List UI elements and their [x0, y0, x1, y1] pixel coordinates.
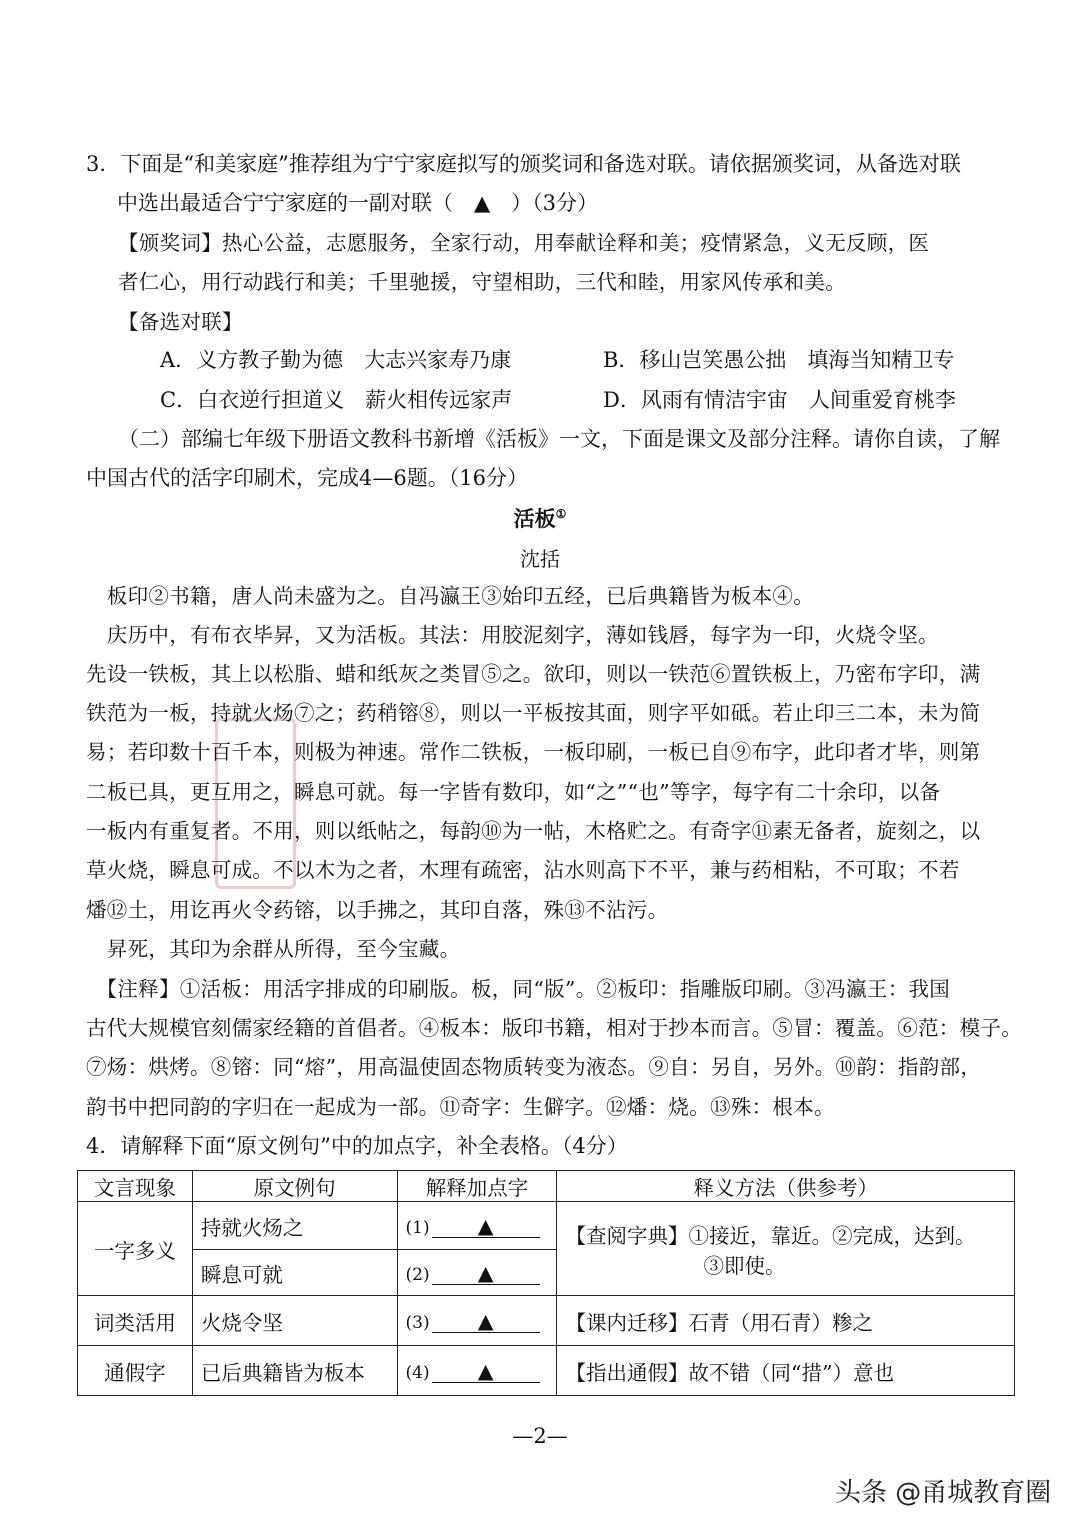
example-text: 持就火炀之	[200, 1215, 304, 1240]
answer-blank[interactable]: ▲	[432, 1310, 540, 1333]
blank-number: (4)	[405, 1362, 430, 1383]
cell-example	[192, 1202, 397, 1250]
example-text: 瞬息可就	[200, 1262, 283, 1287]
cell-method: 【课内迁移】石青（用石青）糁之	[557, 1296, 1015, 1346]
cell-method: 【指出通假】故不错（同“措”）意也	[557, 1346, 1015, 1396]
option-d: D．风雨有情洁宇宙 人间重爱育桃李	[603, 388, 956, 412]
passage-line: 庆历中，有布衣毕昇，又为活板。其法：用胶泥刻字，薄如钱唇，每字为一印，火烧令坚。	[86, 623, 939, 647]
header-phenomenon: 文言现象	[78, 1171, 193, 1202]
passage-author: 沈括	[520, 547, 560, 571]
blank-number: (2)	[405, 1264, 430, 1285]
section2-line1: （二）部编七年级下册语文教科书新增《活板》一文，下面是课文及部分注释。请你自读，了解	[118, 427, 1000, 451]
passage-line: 易；若印数十百千本，则极为神速。常作二铁板，一板印刷，一板已自⑨布字，此印者才毕，则第	[86, 740, 981, 764]
example-text: 已后典籍皆为板本	[200, 1360, 365, 1385]
answer-blank[interactable]: ▲	[432, 1262, 540, 1285]
option-c: C．白衣逆行担道义 薪火相传远家声	[160, 388, 513, 412]
passage-line: 板印②书籍，唐人尚未盛为之。自冯瀛王③始印五经，已后典籍皆为板本④。	[86, 584, 814, 608]
passage-line: 一板内有重复者。不用，则以纸帖之，每韵⑩为一帖，木格贮之。有奇字⑪素无备者，旋刻之，以	[86, 819, 981, 843]
answer-blank[interactable]: ▲	[432, 1215, 540, 1238]
passage-line: 燔⑫土，用讫再火令药镕，以手拂之，其印自落，殊⑬不沾污。	[86, 898, 669, 922]
cell-example	[192, 1250, 397, 1296]
passage-line: 二板已具，更互用之，瞬息可就。每一字皆有数印，如“之”“也”等字，每字有二十余印，以备	[86, 780, 941, 804]
passage-line: 先设一铁板，其上以松脂、蜡和纸灰之类冒⑤之。欲印，则以一铁范⑥置铁板上，乃密布字印，满	[86, 662, 981, 686]
cell-blank[interactable]	[397, 1250, 557, 1296]
q4-table	[77, 1170, 1015, 1396]
cell-phenomenon: 一字多义	[78, 1202, 193, 1296]
q4-prompt: 4．请解释下面“原文例句”中的加点字，补全表格。（4分）	[86, 1134, 628, 1158]
passage-title-text: 活板	[513, 506, 556, 531]
cell-blank[interactable]	[397, 1202, 557, 1250]
cell-method	[557, 1202, 1015, 1296]
award-line2: 者仁心，用行动践行和美；千里驰援，守望相助，三代和睦，用家风传承和美。	[118, 270, 846, 294]
option-b: B．移山岂笑愚公拙 填海当知精卫专	[603, 348, 955, 372]
method-text: 【查阅字典】①接近，靠近。②完成，达到。	[565, 1223, 976, 1248]
table-row	[78, 1202, 1015, 1250]
cell-blank[interactable]	[397, 1296, 557, 1346]
header-method: 释义方法（供参考）	[557, 1171, 1015, 1202]
q3-line1: 3．下面是“和美家庭”推荐组为宁宁家庭拟写的颁奖词和备选对联。请依据颁奖词，从备选对联	[86, 152, 961, 176]
notes-line: 【注释】①活板：用活字排成的印刷版。板，同“版”。②板印：指雕版印刷。③冯瀛王：我国	[86, 977, 951, 1001]
header-example: 原文例句	[192, 1171, 397, 1202]
cell-phenomenon: 通假字	[78, 1346, 193, 1396]
cell-phenomenon: 词类活用	[78, 1296, 193, 1346]
table-row	[78, 1296, 1015, 1346]
passage-title-note: ①	[555, 507, 567, 521]
option-a: A．义方教子勤为德 大志兴家寿乃康	[160, 348, 512, 372]
passage-line: 草火烧，瞬息可成。不以木为之者，木理有疏密，沾水则高下不平，兼与药相粘，不可取；不若	[86, 858, 960, 882]
page-number: —2—	[512, 1424, 568, 1448]
answer-blank[interactable]: ▲	[432, 1360, 540, 1383]
source-watermark: 头条 @甬城教育圈	[835, 1478, 1052, 1508]
cell-blank[interactable]	[397, 1346, 557, 1396]
passage-title	[0, 503, 1080, 533]
cell-example	[192, 1296, 397, 1346]
table-row	[78, 1346, 1015, 1396]
q3-line2: 中选出最适合宁宁家庭的一副对联（ ▲ ）（3分）	[117, 191, 599, 215]
notes-line: ⑦炀：烘烤。⑧镕：同“熔”，用高温使固态物质转变为液态。⑨自：另自，另外。⑩韵：指韵部，	[86, 1055, 982, 1079]
example-text: 火烧令坚	[200, 1310, 283, 1335]
notes-line: 韵书中把同韵的字归在一起成为一部。⑪奇字：生僻字。⑫燔：烧。⑬殊：根本。	[86, 1095, 835, 1119]
award-line1: 【颁奖词】热心公益，志愿服务，全家行动，用奉献诠释和美；疫情紧急，义无反顾，医	[118, 231, 930, 255]
couplet-title: 【备选对联】	[118, 310, 243, 334]
cell-example	[192, 1346, 397, 1396]
method-text-2: ③即使。	[703, 1253, 786, 1278]
notes-line: 古代大规模官刻儒家经籍的首倡者。④板本：版印书籍，相对于抄本而言。⑤冒：覆盖。⑥范：模子。	[86, 1016, 1022, 1040]
section2-line2: 中国古代的活字印刷术，完成4—6题。（16分）	[86, 466, 528, 490]
blank-number: (1)	[405, 1217, 430, 1238]
passage-line: 昇死，其印为余群从所得，至今宝藏。	[86, 937, 461, 961]
header-explain: 解释加点字	[397, 1171, 557, 1202]
passage-line: 铁范为一板，持就火炀⑦之；药稍镕⑧，则以一平板按其面，则字平如砥。若止印三二本，未为简	[86, 701, 981, 725]
blank-number: (3)	[405, 1312, 430, 1333]
